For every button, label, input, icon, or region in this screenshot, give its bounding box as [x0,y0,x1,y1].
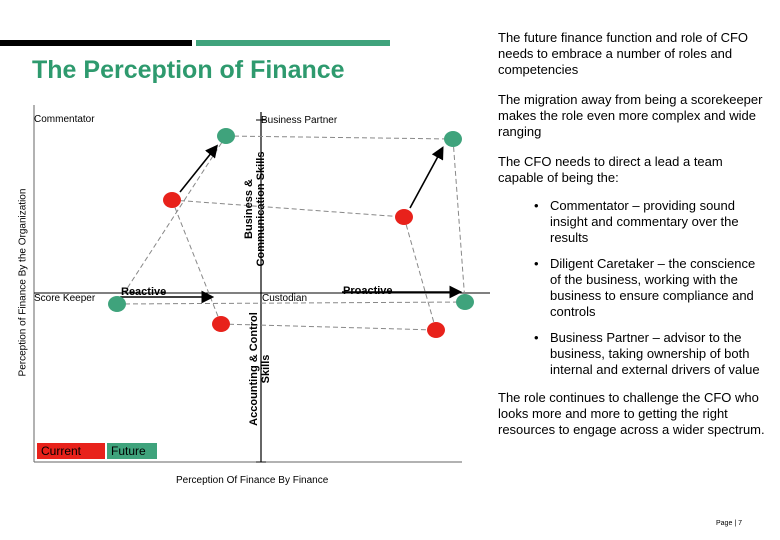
paragraph-4: The role continues to challenge the CFO who looks more and more to getting the right resources to engage across a wider spectrum. [498,390,765,437]
bullet-text: Commentator – providing sound insight and commentary over the results [550,198,739,245]
quadrant-label-commentator: Commentator [34,114,95,125]
bullet-caretaker [498,256,766,320]
marker-future-custodian [456,294,474,310]
paragraph-1: The future finance function and role of CFO needs to embrace a number of roles and competencies [498,30,749,77]
legend-future-label: Future [111,444,146,458]
marker-future-commentator [217,128,235,144]
bullet-commentator [498,198,766,246]
page-number-value: 7 [738,520,742,527]
future-markers [108,128,474,312]
paragraph-3: The CFO needs to direct a lead a team capable of being the: [498,154,723,185]
marker-future-score-keeper [108,296,126,312]
bullet-icon: • [534,330,539,345]
arrow-commentator [180,147,216,192]
legend-future [107,443,157,459]
paragraph-2: The migration away from being a scorekeeper makes the role even more complex and wide ranging [498,92,763,139]
connector-left-current [172,200,221,324]
page-separator: | [734,520,739,527]
marker-current-custodian [427,322,445,338]
connector-right-current [404,217,436,330]
marker-future-business-partner [444,131,462,147]
connector-left-future [117,136,226,304]
bullet-text: Diligent Caretaker – the conscience of the business, working with the business to ensure compliance and controls [550,256,756,319]
quadrant-label-score-keeper: Score Keeper [34,293,96,304]
current-markers [163,192,445,338]
bullet-icon: • [534,198,539,213]
y-axis-label: Perception of Finance By the Organization [17,188,29,377]
quadrant-label-business-partner: Business Partner [261,115,338,126]
legend-current-label: Current [41,444,82,458]
proactive-label: Proactive [343,285,393,297]
right-text-column [498,30,766,448]
business-communication-skills-label: Business & Communication Skills [243,151,267,267]
page-label: Page [716,520,733,527]
legend-current [37,443,105,459]
page-number [716,520,742,527]
bullet-business-partner [498,330,766,378]
quadrant-label-custodian: Custodian [262,293,308,304]
marker-current-commentator [163,192,181,208]
x-axis-label: Perception Of Finance By Finance [176,475,329,486]
accounting-control-skills-label: Accounting & Control Skills [248,312,272,426]
arrow-business-partner [410,149,442,208]
bullet-text: Business Partner – advisor to the business, taking ownership of both internal and external drivers of value [550,330,760,377]
connector-right-future [453,139,465,302]
marker-current-business-partner [395,209,413,225]
reactive-label: Reactive [121,286,167,298]
page-title: The Perception of Finance [32,56,345,84]
bullet-icon: • [534,256,539,271]
connector-current-top [172,200,404,217]
marker-current-score-keeper [212,316,230,332]
